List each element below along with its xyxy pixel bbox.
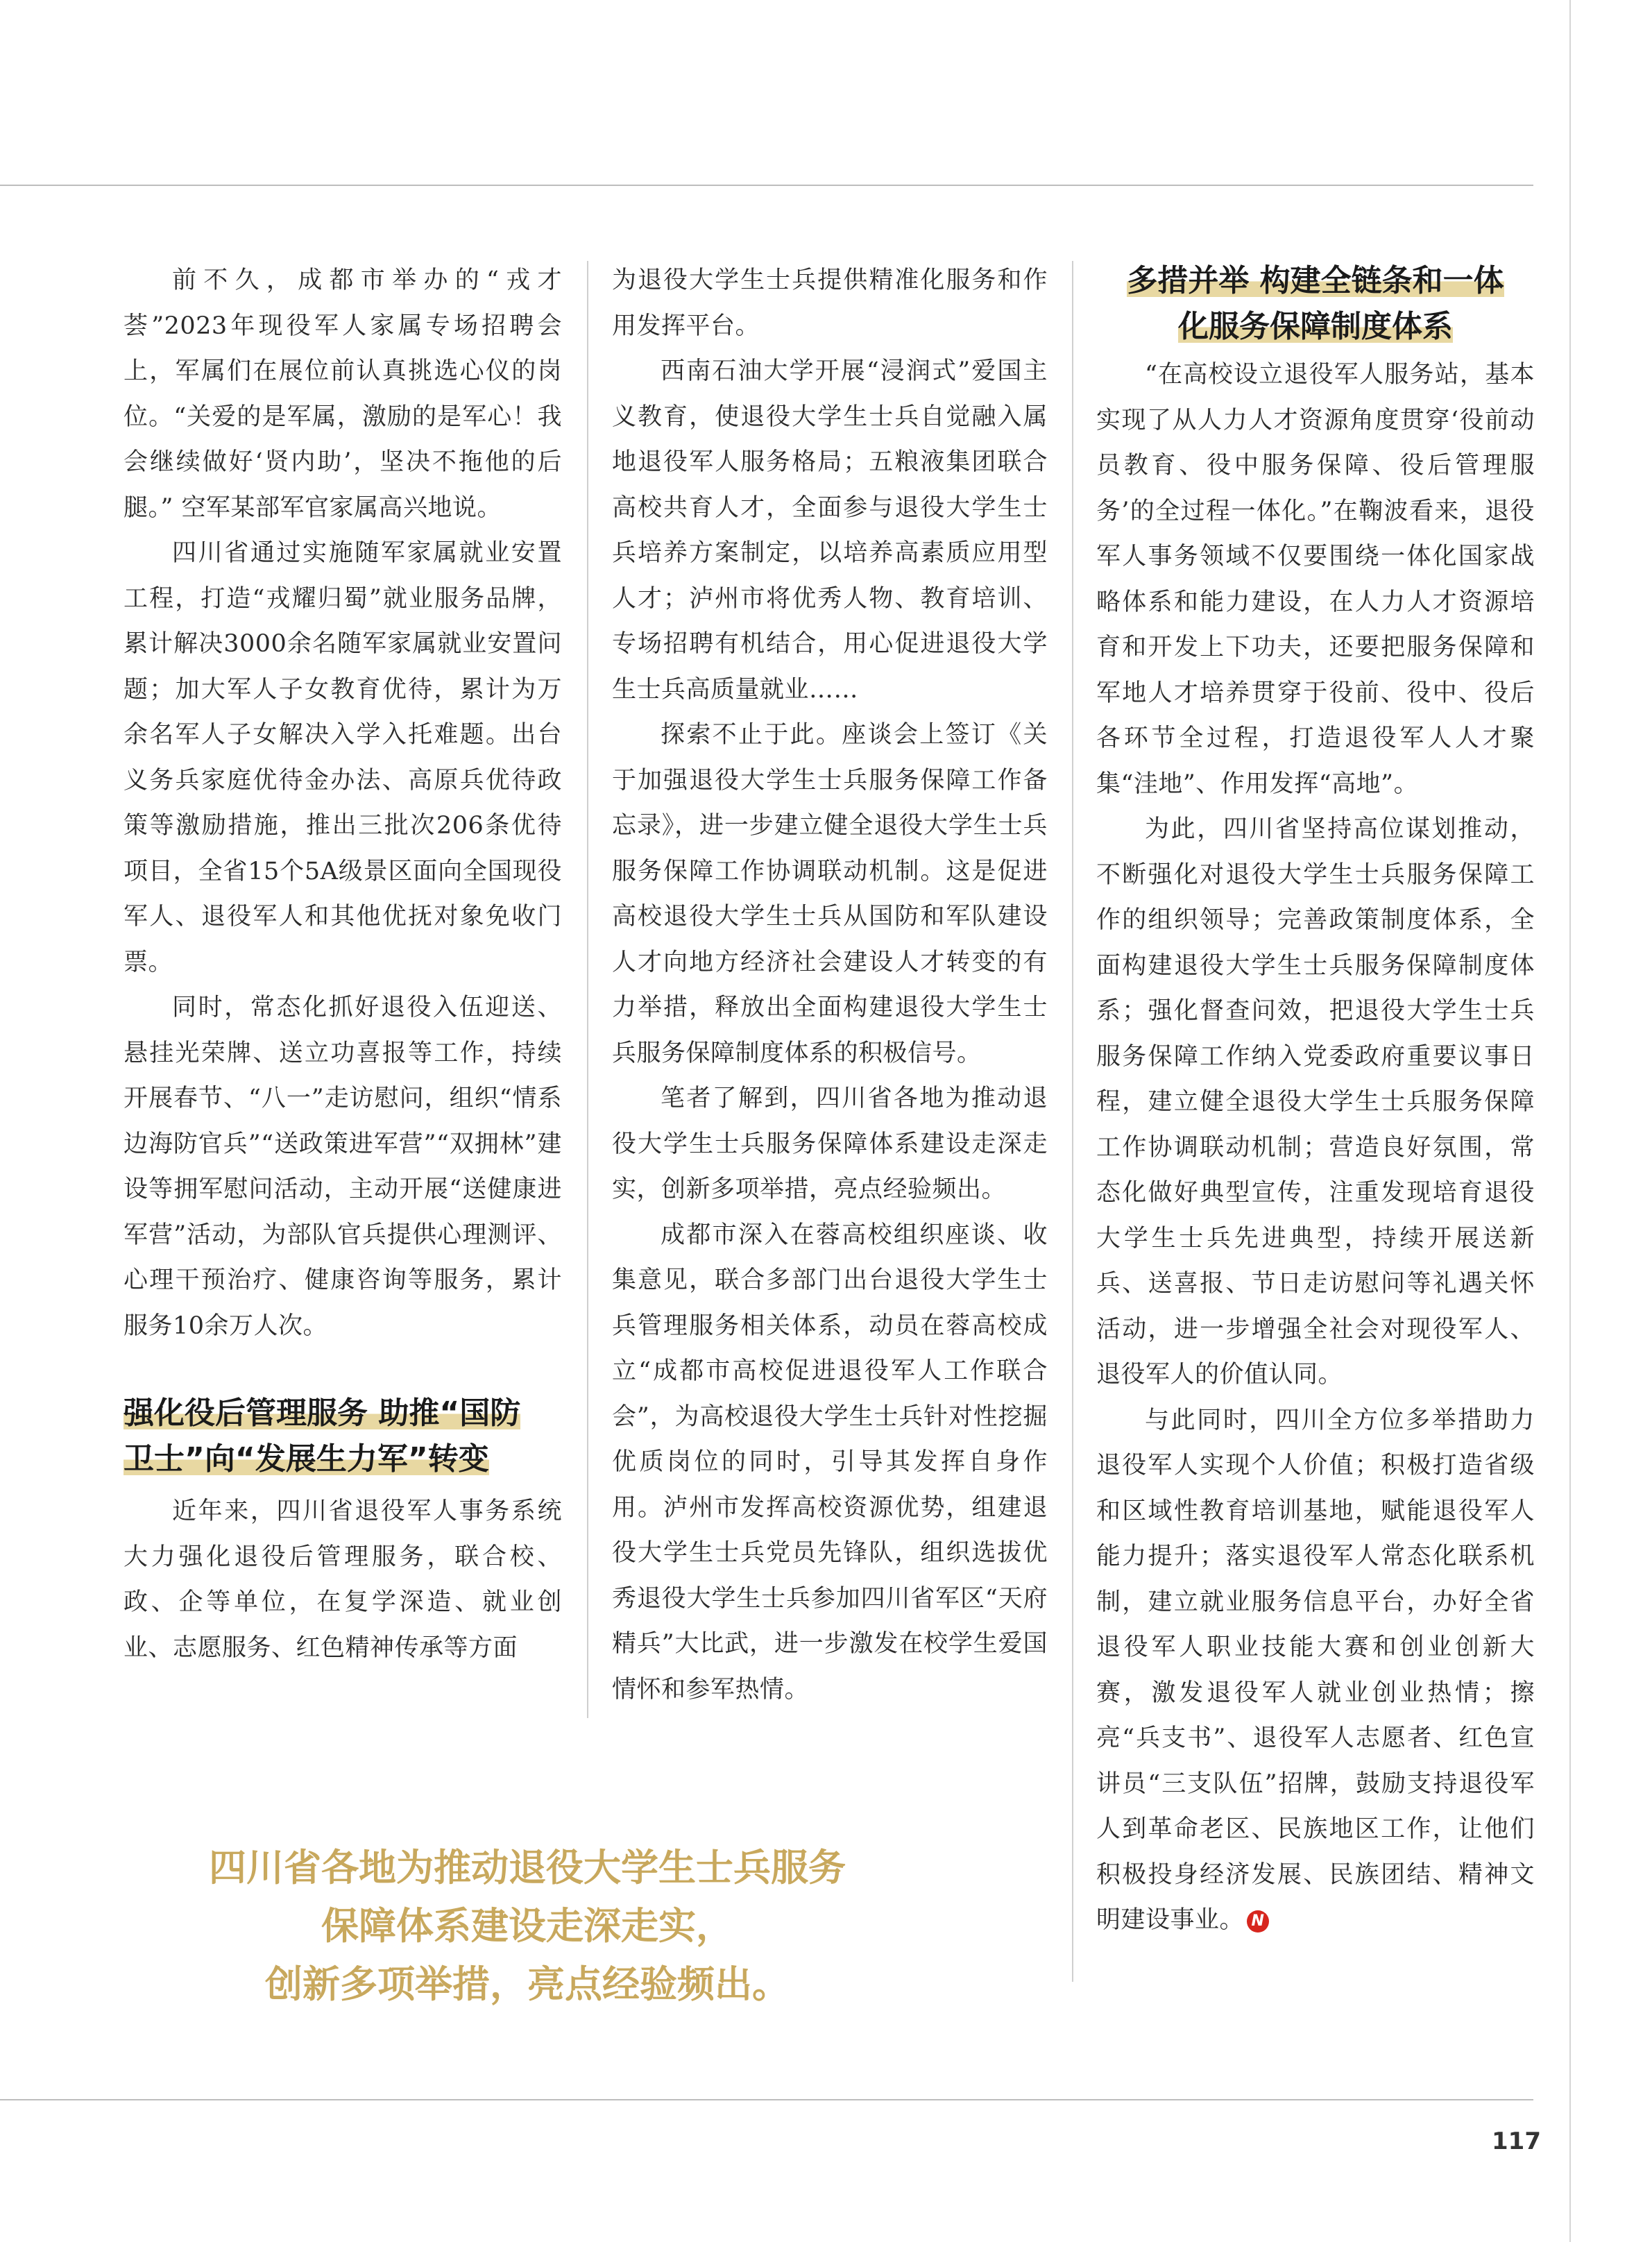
col3-paragraph-3 [1096, 1398, 1535, 1944]
col1-paragraph-2: 四川省通过实施随军家属就业安置工程，打造“戎耀归蜀”就业服务品牌，累计解决3000余名随军家属就业安置问题；加大军人子女教育优待，累计为万余名军人子女解决入学入托难题。出台义务兵家庭优待金办法、高原兵优待政策等激励措施，推出三批次206条优待项目，全省15个5A级景区面向全国现役军人、退役军人和其他优抚对象免收门票。 [124, 539, 562, 976]
column-3 [1096, 258, 1535, 1944]
heading-line-1: 强化役后管理服务 助推“国防 [124, 1395, 521, 1431]
col3-paragraph-2: 为此，四川省坚持高位谋划推动，不断强化对退役大学生士兵服务保障工作的组织领导；完善政策制度体系，全面构建退役大学生士兵服务保障制度体系；强化督查问效，把退役大学生士兵服务保障工作纳入党委政府重要议事日程，建立健全退役大学生士兵服务保障工作协调联动机制；营造良好氛围，常态化做好典型宣传，注重发现培育退役大学生士兵先进典型，持续开展送新兵、送喜报、节日走访慰问等礼遇关怀活动，进一步增强全社会对现役军人、退役军人的价值认同。 [1096, 815, 1535, 1388]
page-edge-line [1569, 0, 1571, 2242]
section-heading-system [1096, 258, 1535, 350]
page-number: 117 [1492, 2128, 1541, 2155]
bottom-rule [0, 2099, 1533, 2100]
heading-line-1: 多措并举 构建全链条和一体 [1127, 263, 1504, 298]
pull-quote-line-3: 创新多项举措，亮点经验频出。 [265, 1962, 790, 2006]
col3-paragraph-3-text: 与此同时，四川全方位多举措助力退役军人实现个人价值；积极打造省级和区域性教育培训基地，赋能退役军人能力提升；落实退役军人常态化联系机制，建立就业服务信息平台，办好全省退役军人职业技能大赛和创业创新大赛，激发退役军人就业创业热情；擦亮“兵支书”、退役军人志愿者、红色宣讲员“三支队伍”招牌，鼓励支持退役军人到革命老区、民族地区工作，让他们积极投身经济发展、民族团结、精神文明建设事业。 [1096, 1406, 1535, 1934]
pull-quote-line-1: 四川省各地为推动退役大学生士兵服务 [209, 1846, 846, 1889]
column-2 [612, 258, 1048, 1713]
section-heading-management [124, 1391, 562, 1482]
pull-quote-line-2: 保障体系建设走深走实， [321, 1904, 733, 1948]
col2-paragraph-2: 探索不止于此。座谈会上签订《关于加强退役大学生士兵服务保障工作备忘录》，进一步建立健全退役大学生士兵服务保障工作协调联动机制。这是促进高校退役大学生士兵从国防和军队建设人才向地方经济社会建设人才转变的有力举措，释放出全面构建退役大学生士兵服务保障制度体系的积极信号。 [612, 721, 1048, 1067]
col1-paragraph-4: 近年来，四川省退役军人事务系统大力强化退役后管理服务，联合校、政、企等单位，在复学深造、就业创业、志愿服务、红色精神传承等方面 [124, 1497, 562, 1662]
col2-paragraph-continued: 为退役大学生士兵提供精准化服务和作用发挥平台。 [612, 266, 1048, 340]
heading-line-2: 化服务保障制度体系 [1178, 309, 1453, 344]
column-divider-2 [1072, 261, 1073, 1982]
column-1 [124, 258, 562, 1671]
heading-line-2: 卫士”向“发展生力军”转变 [124, 1441, 489, 1477]
col2-paragraph-4: 成都市深入在蓉高校组织座谈、收集意见，联合多部门出台退役大学生士兵管理服务相关体系，动员在蓉高校成立“成都市高校促进退役军人工作联合会”，为高校退役大学生士兵针对性挖掘优质岗位的同时，引导其发挥自身作用。泸州市发挥高校资源优势，组建退役大学生士兵党员先锋队，组织选拔优秀退役大学生士兵参加四川省军区“天府精兵”大比武，进一步激发在校学生爱国情怀和参军热情。 [612, 1221, 1048, 1704]
col2-paragraph-1: 西南石油大学开展“浸润式”爱国主义教育，使退役大学生士兵自觉融入属地退役军人服务格局；五粮液集团联合高校共育人才，全面参与退役大学生士兵培养方案制定，以培养高素质应用型人才；泸州市将优秀人物、教育培训、专场招聘有机结合，用心促进退役大学生士兵高质量就业…… [612, 357, 1048, 704]
column-divider-1 [587, 261, 588, 1718]
end-mark-icon: N [1247, 1910, 1269, 1933]
col3-paragraph-1: “在高校设立退役军人服务站，基本实现了从人力人才资源角度贯穿‘役前动员教育、役中服务保障、役后管理服务’的全过程一体化。”在鞠波看来，退役军人事务领域不仅要围绕一体化国家战略体系和能力建设，在人力人才资源培育和开发上下功夫，还要把服务保障和军地人才培养贯穿于役前、役中、役后各环节全过程，打造退役军人人才聚集“洼地”、作用发挥“高地”。 [1096, 361, 1535, 798]
top-rule [0, 185, 1533, 186]
col1-paragraph-1: 前不久，成都市举办的“戎才荟”2023年现役军人家属专场招聘会上，军属们在展位前认真挑选心仪的岗位。“关爱的是军属，激励的是军心！我会继续做好‘贤内助’，坚决不拖他的后腿。” 空军某部军官家属高兴地说。 [124, 266, 562, 522]
pull-quote [139, 1839, 916, 2014]
col1-paragraph-3: 同时，常态化抓好退役入伍迎送、悬挂光荣牌、送立功喜报等工作，持续开展春节、“八一”走访慰问，组织“情系边海防官兵”“送政策进军营”“双拥林”建设等拥军慰问活动，主动开展“送健康进军营”活动，为部队官兵提供心理测评、心理干预治疗、健康咨询等服务，累计服务10余万人次。 [124, 994, 562, 1340]
col2-paragraph-3: 笔者了解到，四川省各地为推动退役大学生士兵服务保障体系建设走深走实，创新多项举措，亮点经验频出。 [612, 1085, 1048, 1203]
